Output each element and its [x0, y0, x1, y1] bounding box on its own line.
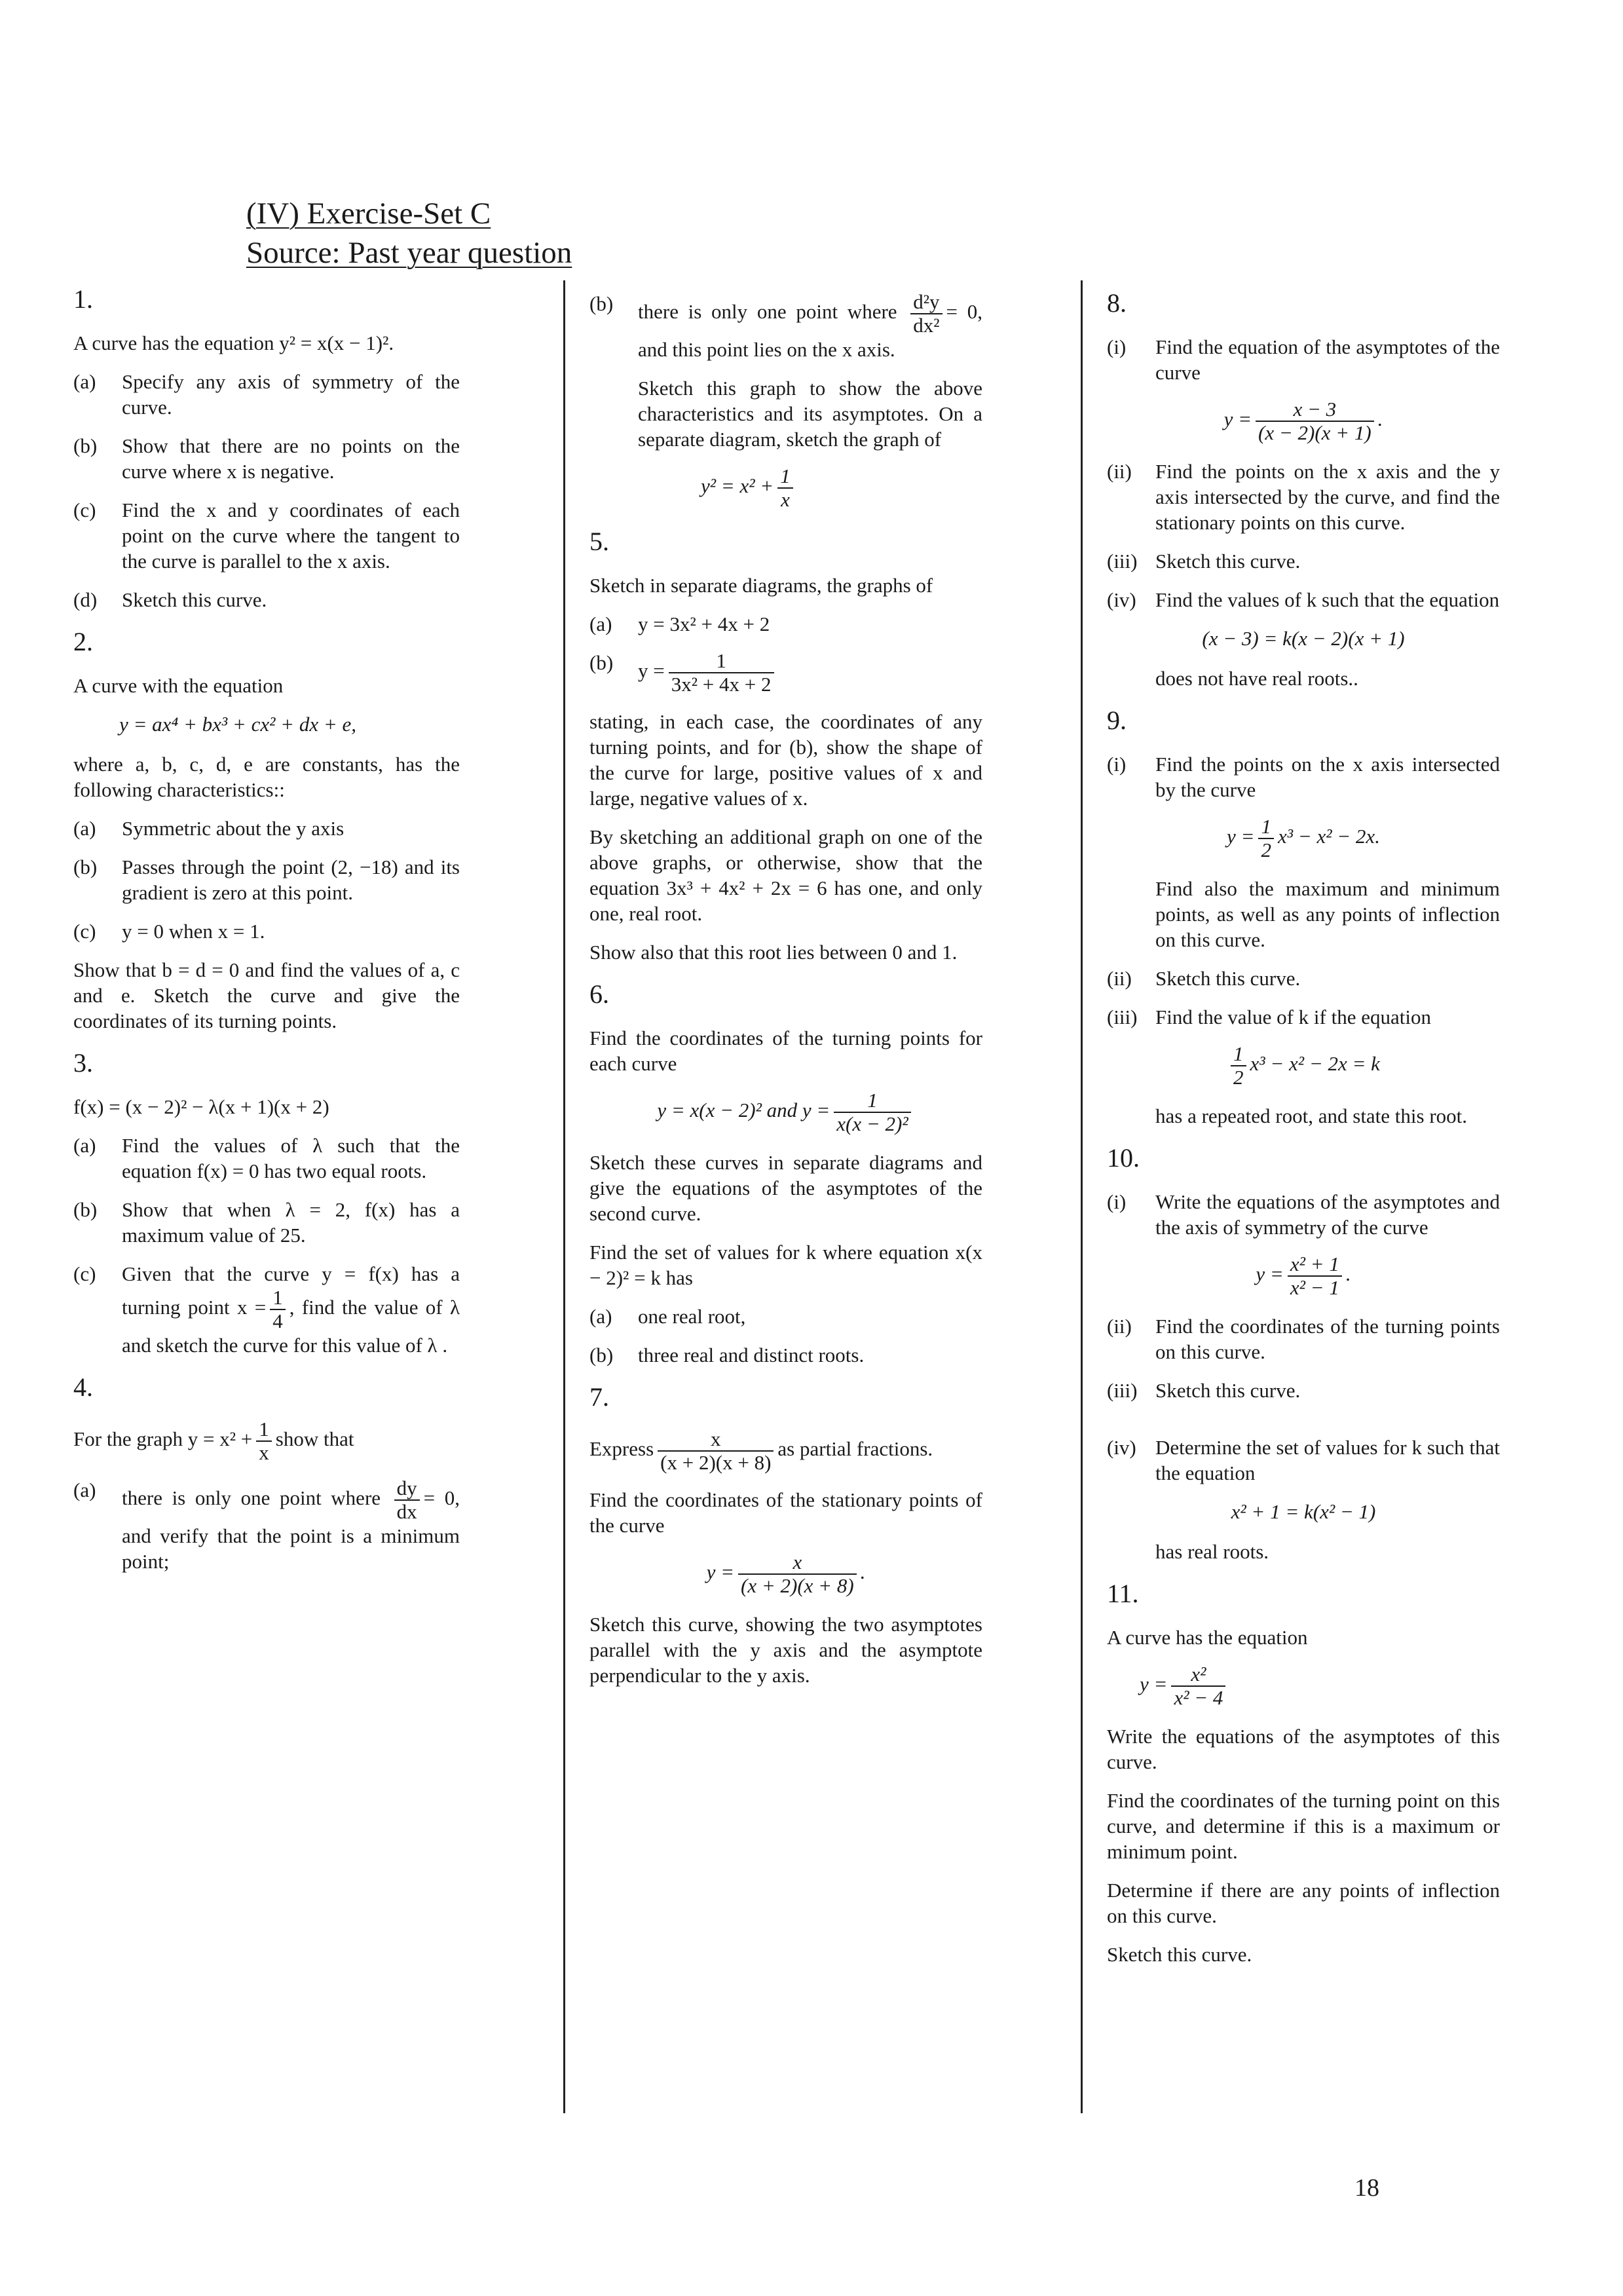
- question-text: does not have real roots..: [1155, 667, 1358, 690]
- part-b: [589, 291, 982, 362]
- question-number: 11.: [1107, 1579, 1139, 1608]
- text-segment: .: [1345, 1262, 1351, 1286]
- part-label: (iii): [1107, 1379, 1138, 1402]
- part-ii: [1107, 1313, 1500, 1364]
- part-label: (b): [589, 292, 614, 315]
- fraction: [1256, 398, 1374, 444]
- fraction-denominator: 2: [1233, 1066, 1244, 1089]
- part-text: Find the values of k such that the equation: [1155, 588, 1500, 611]
- part-label: (b): [589, 1344, 614, 1366]
- question-4-continued: [589, 291, 982, 511]
- fraction-numerator: 1: [777, 465, 793, 489]
- fraction-denominator: x² − 4: [1174, 1686, 1223, 1709]
- part-b: [73, 854, 460, 905]
- question-number: 9.: [1107, 706, 1127, 735]
- question-text: where a, b, c, d, e are constants, has the following characteristics::: [73, 753, 460, 801]
- part-text: Find the equation of the asymptotes of the curve: [1155, 335, 1500, 384]
- text-segment: y =: [1256, 1262, 1284, 1286]
- part-d: [73, 587, 460, 612]
- fraction-numerator: x² + 1: [1288, 1253, 1342, 1277]
- text-segment: y =: [1140, 1672, 1168, 1696]
- part-text: Find the value of k if the equation: [1155, 1006, 1431, 1028]
- fraction-numerator: 1: [256, 1418, 272, 1442]
- part-label: (a): [589, 612, 612, 635]
- fraction-numerator: 1: [1231, 1043, 1246, 1066]
- text-segment: For the graph y = x² +: [73, 1427, 253, 1451]
- part-label: (iii): [1107, 1006, 1138, 1028]
- part-text: Find the x and y coordinates of each point on the curve where the tangent to the curve is parallel to the x axis.: [122, 499, 460, 573]
- text-segment: = 0, and verify that the point is a minimum point;: [122, 1486, 460, 1573]
- part-text: Sketch this curve.: [1155, 967, 1301, 990]
- part-c: [73, 1261, 460, 1358]
- question-text: stating, in each case, the coordinates of any turning points, and for (b), show the shape of the curve for large, positive values of x and large, negative values of x.: [589, 710, 982, 810]
- question-text: Write the equations of the asymptotes of this curve.: [1107, 1725, 1500, 1773]
- part-label: (b): [73, 856, 98, 878]
- fraction: [256, 1418, 272, 1464]
- part-b: [589, 650, 982, 696]
- part-text: Find the values of λ such that the equation f(x) = 0 has two equal roots.: [122, 1134, 460, 1182]
- part-label: (d): [73, 588, 98, 611]
- part-text: Sketch this curve.: [1155, 1379, 1301, 1402]
- fraction-numerator: x: [738, 1551, 857, 1575]
- question-number: 5.: [589, 527, 609, 556]
- part-iii: [1107, 548, 1500, 574]
- text-segment: = 0, and this point lies on the x axis.: [638, 300, 982, 361]
- text-segment: there is only one point where: [638, 300, 897, 324]
- question-text: Find the set of values for k where equation x(x − 2)² = k has: [589, 1241, 982, 1289]
- question-10: [1107, 1142, 1500, 1564]
- part-a: [73, 1477, 460, 1574]
- column-divider-left: [563, 280, 565, 2113]
- text-segment: y =: [1227, 825, 1255, 848]
- part-label: (c): [73, 1262, 96, 1285]
- column-2: [589, 291, 982, 1701]
- part-ii: [1107, 459, 1500, 535]
- part-b: [589, 1342, 982, 1368]
- part-iv: [1107, 1435, 1500, 1486]
- question-number: 3.: [73, 1048, 93, 1078]
- text-segment: y =: [638, 659, 665, 683]
- question-text: Sketch this graph to show the above characteristics and its asymptotes. On a separate diagram, sketch the graph of: [638, 377, 982, 451]
- column-3: [1107, 287, 1500, 1980]
- text-segment: .: [1377, 407, 1383, 431]
- source-line: Source: Past year question: [246, 236, 572, 270]
- question-intro: A curve with the equation: [73, 674, 284, 697]
- part-text: Sketch this curve.: [1155, 550, 1301, 573]
- fraction-denominator: x: [781, 488, 790, 511]
- part-label: (i): [1107, 753, 1127, 776]
- fraction: [270, 1287, 286, 1332]
- question-11: [1107, 1577, 1500, 1967]
- fraction: [777, 465, 793, 511]
- page-number: 18: [1354, 2174, 1379, 2202]
- part-text: [122, 1477, 460, 1574]
- fraction: [658, 1428, 774, 1474]
- fraction-numerator: x: [658, 1428, 774, 1452]
- equation: y = ax⁴ + bx³ + cx² + dx + e,: [119, 713, 357, 736]
- question-1: [73, 283, 460, 612]
- part-text: Show that when λ = 2, f(x) has a maximum value of 25.: [122, 1198, 460, 1247]
- part-text: y = 3x² + 4x + 2: [638, 612, 770, 635]
- part-text: Show that there are no points on the curve where x is negative.: [122, 434, 460, 483]
- equation: x² + 1 = k(x² − 1): [1231, 1500, 1376, 1523]
- part-label: (c): [73, 499, 96, 521]
- fraction-numerator: 1: [270, 1287, 286, 1310]
- question-text: By sketching an additional graph on one of the above graphs, or otherwise, show that the equation 3x³ + 4x² + 2x = 6 has one, and only one, real root.: [589, 825, 982, 925]
- fraction: [1171, 1663, 1225, 1709]
- part-iv: [1107, 587, 1500, 612]
- part-label: (i): [1107, 1190, 1127, 1213]
- text-segment: as partial fractions.: [777, 1437, 933, 1461]
- column-1: [73, 283, 460, 1587]
- fraction-denominator: (x + 2)(x + 8): [741, 1574, 854, 1597]
- fraction-numerator: x²: [1171, 1663, 1225, 1687]
- part-label: (b): [73, 1198, 98, 1221]
- fraction-denominator: x(x − 2)²: [836, 1112, 908, 1135]
- fraction: [910, 291, 942, 337]
- part-c: [73, 497, 460, 574]
- question-number: 7.: [589, 1382, 609, 1412]
- fraction-denominator: (x + 2)(x + 8): [660, 1451, 772, 1474]
- question-text: has real roots.: [1155, 1540, 1269, 1563]
- part-label: (c): [73, 920, 96, 943]
- question-9: [1107, 704, 1500, 1129]
- text-segment: y =: [706, 1560, 735, 1584]
- question-intro: A curve has the equation: [1107, 1626, 1308, 1649]
- part-text: Symmetric about the y axis: [122, 817, 345, 840]
- question-7: [589, 1381, 982, 1688]
- text-segment: y = x(x − 2)² and y =: [657, 1099, 830, 1122]
- fraction: [1231, 1043, 1246, 1089]
- question-intro: [73, 1418, 460, 1464]
- question-text: Find also the maximum and minimum points, as well as any points of inflection on this curve.: [1155, 877, 1500, 951]
- text-segment: Express: [589, 1437, 654, 1461]
- question-text: [589, 1428, 982, 1474]
- question-intro: A curve has the equation y² = x(x − 1)².: [73, 331, 394, 354]
- part-text: [122, 1261, 460, 1358]
- part-label: (b): [589, 651, 614, 674]
- question-text: Determine if there are any points of inflection on this curve.: [1107, 1879, 1500, 1927]
- text-segment: Given that the curve y = f(x) has a turning point x =: [122, 1262, 460, 1319]
- question-text: Show that b = d = 0 and find the values of a, c and e. Sketch the curve and give the coordinates of its turning points.: [73, 958, 460, 1032]
- part-label: (iv): [1107, 1436, 1136, 1459]
- part-i: [1107, 1189, 1500, 1240]
- equation: [1107, 1043, 1500, 1089]
- part-text: Determine the set of values for k such that the equation: [1155, 1436, 1500, 1484]
- part-a: [73, 369, 460, 420]
- column-divider-right: [1081, 280, 1083, 2113]
- question-text: Sketch these curves in separate diagrams and give the equations of the asymptotes of the second curve.: [589, 1151, 982, 1225]
- fraction: [394, 1477, 420, 1523]
- part-text: [638, 650, 982, 696]
- part-text: Find the coordinates of the turning points on this curve.: [1155, 1315, 1500, 1363]
- equation: f(x) = (x − 2)² − λ(x + 1)(x + 2): [73, 1095, 329, 1118]
- fraction-numerator: x − 3: [1256, 398, 1374, 422]
- fraction: [1288, 1253, 1342, 1299]
- question-number: 8.: [1107, 288, 1127, 318]
- question-6: [589, 978, 982, 1368]
- part-b: [73, 433, 460, 484]
- question-8: [1107, 287, 1500, 691]
- fraction: [834, 1089, 910, 1135]
- part-a: [589, 1304, 982, 1329]
- text-segment: show that: [275, 1427, 354, 1451]
- part-text: three real and distinct roots.: [638, 1344, 865, 1366]
- part-label: (a): [589, 1305, 612, 1328]
- question-text: Sketch this curve.: [1107, 1943, 1252, 1966]
- text-segment: there is only one point where: [122, 1486, 381, 1510]
- question-intro: Sketch in separate diagrams, the graphs of: [589, 574, 933, 597]
- part-label: (a): [73, 1134, 96, 1157]
- equation: (x − 3) = k(x − 2)(x + 1): [1202, 627, 1405, 650]
- part-label: (iv): [1107, 588, 1136, 611]
- fraction-denominator: 3x² + 4x + 2: [671, 673, 772, 696]
- part-i: [1107, 751, 1500, 802]
- part-text: Sketch this curve.: [122, 588, 267, 611]
- equation: [1107, 398, 1500, 444]
- text-segment: y =: [1223, 407, 1252, 431]
- equation: [701, 465, 982, 511]
- question-text: Find the coordinates of the stationary points of the curve: [589, 1488, 982, 1537]
- part-text: one real root,: [638, 1305, 746, 1328]
- part-text: Specify any axis of symmetry of the curve.: [122, 370, 460, 419]
- equation: [1140, 1663, 1500, 1709]
- exercise-title: (IV) Exercise-Set C: [246, 197, 491, 231]
- equation: [1107, 816, 1500, 861]
- part-label: (iii): [1107, 550, 1138, 573]
- part-a: [73, 1133, 460, 1184]
- question-3: [73, 1047, 460, 1358]
- question-text: Show also that this root lies between 0 and 1.: [589, 941, 958, 964]
- fraction-denominator: 2: [1261, 838, 1271, 861]
- equation: [589, 1551, 982, 1597]
- text-segment: x³ − x² − 2x = k: [1250, 1052, 1380, 1076]
- text-segment: , find the value of λ and sketch the curve for this value of λ .: [122, 1296, 460, 1357]
- part-ii: [1107, 966, 1500, 991]
- question-number: 4.: [73, 1372, 93, 1402]
- part-label: (a): [73, 1478, 96, 1501]
- fraction-denominator: (x − 2)(x + 1): [1258, 421, 1371, 444]
- part-c: [73, 918, 460, 944]
- part-text: Find the points on the x axis and the y axis intersected by the curve, and find the stationary points on this curve.: [1155, 460, 1500, 534]
- part-label: (ii): [1107, 1315, 1132, 1338]
- fraction-denominator: x: [259, 1441, 269, 1464]
- part-iii: [1107, 1004, 1500, 1030]
- fraction-denominator: dx: [396, 1500, 417, 1523]
- part-label: (b): [73, 434, 98, 457]
- question-text: Find the coordinates of the turning point on this curve, and determine if this is a maximum or minimum point.: [1107, 1789, 1500, 1863]
- fraction-denominator: dx²: [913, 314, 940, 337]
- question-text: has a repeated root, and state this root.: [1155, 1104, 1468, 1127]
- question-5: [589, 525, 982, 965]
- question-number: 1.: [73, 284, 93, 314]
- fraction: [738, 1551, 857, 1597]
- part-text: Find the points on the x axis intersected by the curve: [1155, 753, 1500, 801]
- question-4: [73, 1371, 460, 1574]
- fraction-numerator: 1: [669, 650, 774, 673]
- question-number: 6.: [589, 979, 609, 1009]
- question-intro: Find the coordinates of the turning points for each curve: [589, 1026, 982, 1075]
- question-number: 10.: [1107, 1143, 1140, 1173]
- fraction-denominator: 4: [272, 1309, 283, 1332]
- part-text: [638, 291, 982, 362]
- question-number: 2.: [73, 627, 93, 656]
- part-a: [73, 816, 460, 841]
- equation: [589, 1089, 982, 1135]
- fraction: [669, 650, 774, 696]
- part-text: y = 0 when x = 1.: [122, 920, 265, 943]
- question-2: [73, 626, 460, 1034]
- part-label: (i): [1107, 335, 1127, 358]
- part-iii: [1107, 1378, 1500, 1403]
- part-text: Write the equations of the asymptotes and the axis of symmetry of the curve: [1155, 1190, 1500, 1239]
- question-text: Sketch this curve, showing the two asymptotes parallel with the y axis and the asymptote perpendicular to the y axis.: [589, 1613, 982, 1687]
- page-header: [246, 194, 572, 273]
- text-segment: x³ − x² − 2x.: [1277, 825, 1380, 848]
- equation: [1107, 1253, 1500, 1299]
- fraction-numerator: 1: [834, 1089, 910, 1113]
- part-label: (ii): [1107, 967, 1132, 990]
- part-a: [589, 611, 982, 637]
- part-label: (a): [73, 370, 96, 393]
- part-label: (ii): [1107, 460, 1132, 483]
- text-segment: .: [860, 1560, 866, 1584]
- part-b: [73, 1197, 460, 1248]
- part-i: [1107, 334, 1500, 385]
- fraction-denominator: x² − 1: [1290, 1276, 1339, 1299]
- fraction-numerator: 1: [1258, 816, 1274, 839]
- text-segment: y² = x² +: [701, 474, 774, 498]
- fraction-numerator: dy: [394, 1477, 420, 1501]
- part-label: (a): [73, 817, 96, 840]
- part-text: Passes through the point (2, −18) and its gradient is zero at this point.: [122, 856, 460, 904]
- fraction: [1258, 816, 1274, 861]
- fraction-numerator: d²y: [910, 291, 942, 314]
